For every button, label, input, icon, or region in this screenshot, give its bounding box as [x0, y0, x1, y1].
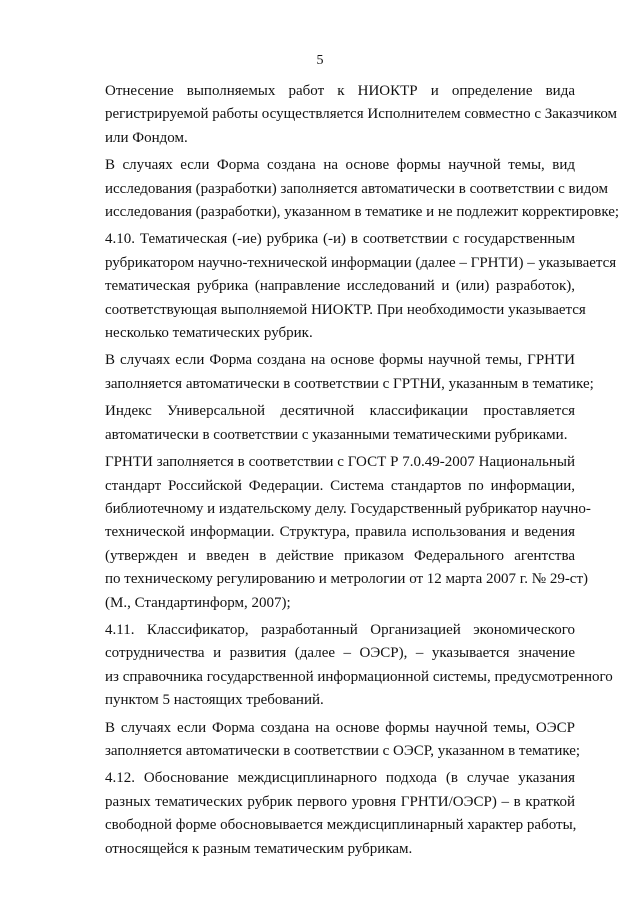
text-line: из справочника государственной информационной системы, предусмотренного — [105, 668, 613, 685]
text-line: 4.11. Классификатор, разработанный Организацией экономического — [105, 621, 575, 638]
text-line: соответствующая выполняемой НИОКТР. При необходимости указывается — [105, 301, 586, 318]
text-line: сотрудничества и развития (далее – ОЭСР), – указывается значение — [105, 645, 575, 662]
text-line: 4.12. Обоснование междисциплинарного подхода (в случае указания — [105, 770, 575, 787]
paragraph-p7 — [75, 619, 613, 713]
text-line: разных тематических рубрик первого уровня ГРНТИ/ОЭСР) – в краткой — [105, 793, 575, 810]
text-line: (М., Стандартинформ, 2007); — [105, 594, 291, 611]
text-line: заполняется автоматически в соответствии с ГРТНИ, указанным в тематике; — [105, 375, 594, 392]
text-line: технической информации. Структура, правила использования и ведения — [105, 524, 575, 541]
text-line: В случаях если Форма создана на основе формы научной темы, ГРНТИ — [105, 352, 575, 369]
text-line: относящейся к разным тематическим рубрикам. — [105, 840, 413, 857]
paragraph-p9 — [75, 767, 575, 861]
text-line: ГРНТИ заполняется в соответствии с ГОСТ Р 7.0.49-2007 Национальный — [105, 454, 575, 471]
text-line: В случаях если Форма создана на основе формы научной темы, ОЭСР — [105, 719, 575, 736]
text-line: регистрируемой работы осуществляется Исполнителем совместно с Заказчиком — [105, 106, 618, 123]
text-line: 4.10. Тематическая (-ие) рубрика (-и) в соответствии с государственным — [105, 231, 575, 248]
text-line: по техническому регулированию и метрологии от 12 марта 2007 г. № 29-ст) — [105, 571, 589, 588]
text-line: автоматически в соответствии с указанными тематическими рубриками. — [105, 426, 568, 443]
text-line: стандарт Российской Федерации. Система стандартов по информации, — [105, 477, 575, 494]
text-line: рубрикатором научно-технической информации (далее – ГРНТИ) – указывается — [105, 254, 617, 271]
paragraph-p6 — [75, 451, 591, 615]
text-line: исследования (разработки) заполняется автоматически в соответствии с видом — [105, 180, 608, 197]
page-number: 5 — [316, 53, 324, 68]
text-line: пунктом 5 настоящих требований. — [105, 692, 324, 709]
text-line: В случаях если Форма создана на основе формы научной темы, вид — [105, 157, 575, 174]
text-line: библиотечному и издательскому делу. Государственный рубрикатор научно- — [105, 500, 591, 517]
text-line: свободной форме обосновывается междисциплинарный характер работы, — [105, 817, 577, 834]
paragraph-p8 — [75, 717, 581, 764]
text-line: Отнесение выполняемых работ к НИОКТР и определение вида — [105, 83, 575, 99]
text-line: (утвержден и введен в действие приказом Федерального агентства — [105, 547, 575, 564]
text-line: несколько тематических рубрик. — [105, 325, 313, 342]
text-line: или Фондом. — [105, 129, 188, 146]
text-line: заполняется автоматически в соответствии с ОЭСР, указанном в тематике; — [105, 742, 581, 759]
paragraph-p4 — [75, 349, 594, 396]
paragraph-p5 — [75, 400, 575, 447]
text-line: Индекс Универсальной десятичной классификации проставляется — [105, 403, 575, 420]
document-body — [75, 80, 620, 865]
text-line: тематическая рубрика (направление исследований и (или) разработок), — [105, 278, 575, 295]
paragraph-p3 — [75, 228, 617, 345]
text-line: исследования (разработки), указанном в тематике и не подлежит корректировке; — [105, 204, 620, 221]
paragraph-p2 — [75, 154, 620, 224]
paragraph-p1 — [75, 80, 618, 150]
